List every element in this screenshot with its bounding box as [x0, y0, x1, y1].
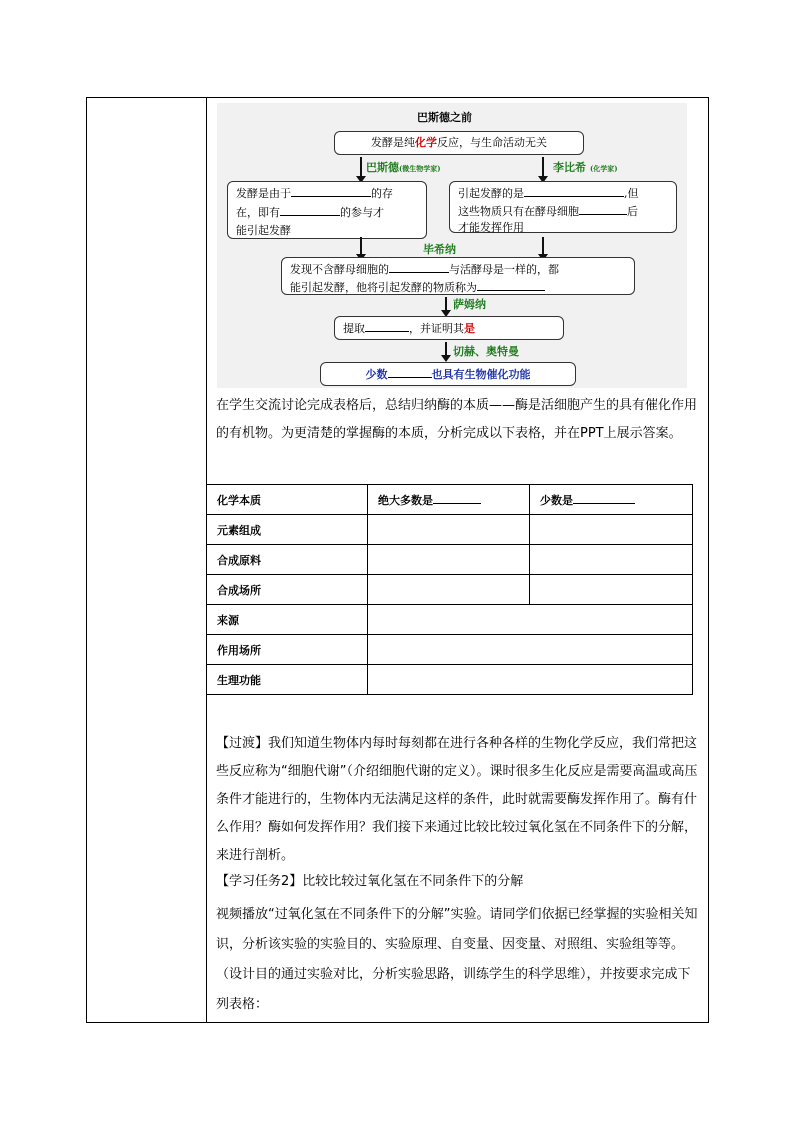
text: 这些物质只有在酵母细胞: [458, 205, 579, 218]
row-label: 来源: [207, 605, 368, 635]
text: 绝大多数是: [378, 494, 433, 507]
fill-blank[interactable]: [477, 278, 545, 291]
box-sumner-view: [334, 316, 564, 340]
answer-cell[interactable]: [368, 635, 693, 665]
row-label: 生理功能: [207, 665, 368, 695]
paragraph-learning-task-2: 【学习任务2】比较比较过氧化氢在不同条件下的分解: [216, 874, 524, 889]
flowchart-title: 巴斯德之前: [417, 111, 472, 124]
fill-blank[interactable]: [365, 319, 409, 332]
text: 与活酵母是一样的，都: [449, 263, 559, 276]
header-cell: [530, 485, 693, 515]
highlight: 化学: [415, 136, 437, 149]
text: ，并证明其: [409, 322, 464, 335]
scientist-buchner: 毕希纳: [423, 243, 456, 256]
row-label: 合成原料: [207, 545, 368, 575]
text: 的参与才: [340, 206, 384, 219]
enzyme-history-flowchart: [217, 103, 687, 388]
row-label: 合成场所: [207, 575, 368, 605]
answer-cell[interactable]: [368, 665, 693, 695]
box-liebig-view: [449, 181, 677, 233]
arrow-down-icon: [542, 237, 544, 255]
text: 也具有生物催化功能: [431, 368, 531, 381]
answer-cell[interactable]: [368, 545, 530, 575]
answer-cell[interactable]: [530, 515, 693, 545]
text: 发酵是纯: [371, 136, 415, 149]
fill-blank[interactable]: [524, 184, 624, 197]
arrow-down-icon: [360, 157, 362, 177]
table-row: [207, 605, 693, 635]
table-row: [207, 665, 693, 695]
header-cell: 化学本质: [207, 485, 368, 515]
scientist-pasteur: [366, 159, 441, 175]
text: 少数: [365, 368, 388, 381]
text: 能引起发酵: [236, 224, 291, 237]
arrow-down-icon: [360, 237, 362, 255]
name: 巴斯德: [366, 161, 399, 174]
text: 提取: [343, 322, 365, 335]
row-label: 元素组成: [207, 515, 368, 545]
table-row: [207, 575, 693, 605]
table-row: [207, 515, 693, 545]
fill-blank[interactable]: [579, 202, 627, 215]
scientist-sumner: 萨姆纳: [453, 298, 486, 311]
text: 才能发挥作用: [458, 221, 524, 234]
box-pure-chemistry: [334, 131, 584, 155]
text: 发现不含酵母细胞的: [290, 263, 389, 276]
header-cell: [368, 485, 530, 515]
role: (化学家): [590, 164, 618, 173]
answer-cell[interactable]: [368, 515, 530, 545]
answer-cell[interactable]: [530, 545, 693, 575]
text: 能引起发酵，他将引起发酵的物质称为: [290, 281, 477, 294]
fill-blank[interactable]: [388, 365, 432, 378]
text: 的存: [371, 187, 393, 200]
arrow-down-icon: [445, 342, 447, 356]
text: 引起发酵的是: [458, 187, 524, 200]
table-row: [207, 545, 693, 575]
text: 少数是: [540, 494, 573, 507]
box-buchner-view: [281, 257, 635, 295]
fill-blank[interactable]: [280, 203, 340, 216]
fill-blank[interactable]: [389, 260, 449, 273]
arrow-down-icon: [542, 157, 544, 177]
text: 在，即有: [236, 206, 280, 219]
box-ribozyme: [320, 362, 576, 386]
role: (微生物学家): [399, 164, 441, 173]
arrow-down-icon: [445, 297, 447, 311]
text: 发酵是由于: [236, 187, 291, 200]
highlight: 是: [464, 322, 475, 335]
table-row: [207, 485, 693, 515]
row-label: 作用场所: [207, 635, 368, 665]
box-pasteur-view: [227, 181, 427, 239]
text: ,但: [624, 187, 639, 200]
table-row: [207, 635, 693, 665]
paragraph-enzyme-nature: 在学生交流讨论完成表格后，总结归纳酶的本质——酶是活细胞产生的具有催化作用的有机物。为更清楚的掌握酶的本质，分析完成以下表格，并在PPT上展示答案。: [216, 398, 698, 441]
answer-cell[interactable]: [530, 575, 693, 605]
scientist-cech-altman: 切赫、奥特曼: [453, 345, 519, 358]
text: 反应，与生命活动无关: [437, 136, 547, 149]
scientist-liebig: [553, 159, 618, 175]
paragraph-video-instruction: 视频播放“过氧化氢在不同条件下的分解”实验。请同学们依据已经掌握的实验相关知识，分析该实验的实验目的、实验原理、自变量、因变量、对照组、实验组等等。（设计目的通过实验对比，分析实验思路，训练学生的科学思维），并按要求完成下列表格：: [216, 907, 698, 1012]
fill-blank[interactable]: [291, 184, 371, 197]
fill-blank[interactable]: [573, 491, 635, 504]
answer-cell[interactable]: [368, 605, 693, 635]
answer-cell[interactable]: [368, 575, 530, 605]
name: 李比希: [553, 161, 586, 174]
fill-blank[interactable]: [433, 491, 481, 504]
paragraph-transition: 【过渡】我们知道生物体内每时每刻都在进行各种各样的生物化学反应，我们常把这些反应称为“细胞代谢”（介绍细胞代谢的定义）。课时很多生化反应是需要高温或高压条件才能进行的，生物体内无法满足这样的条件，此时就需要酶发挥作用了。酶有什么作用？酶如何发挥作用？我们接下来通过比较比较过氧化氢在不同条件下的分解，来进行剖析。: [216, 736, 698, 863]
text: 后: [627, 205, 638, 218]
enzyme-nature-table: [206, 484, 693, 695]
